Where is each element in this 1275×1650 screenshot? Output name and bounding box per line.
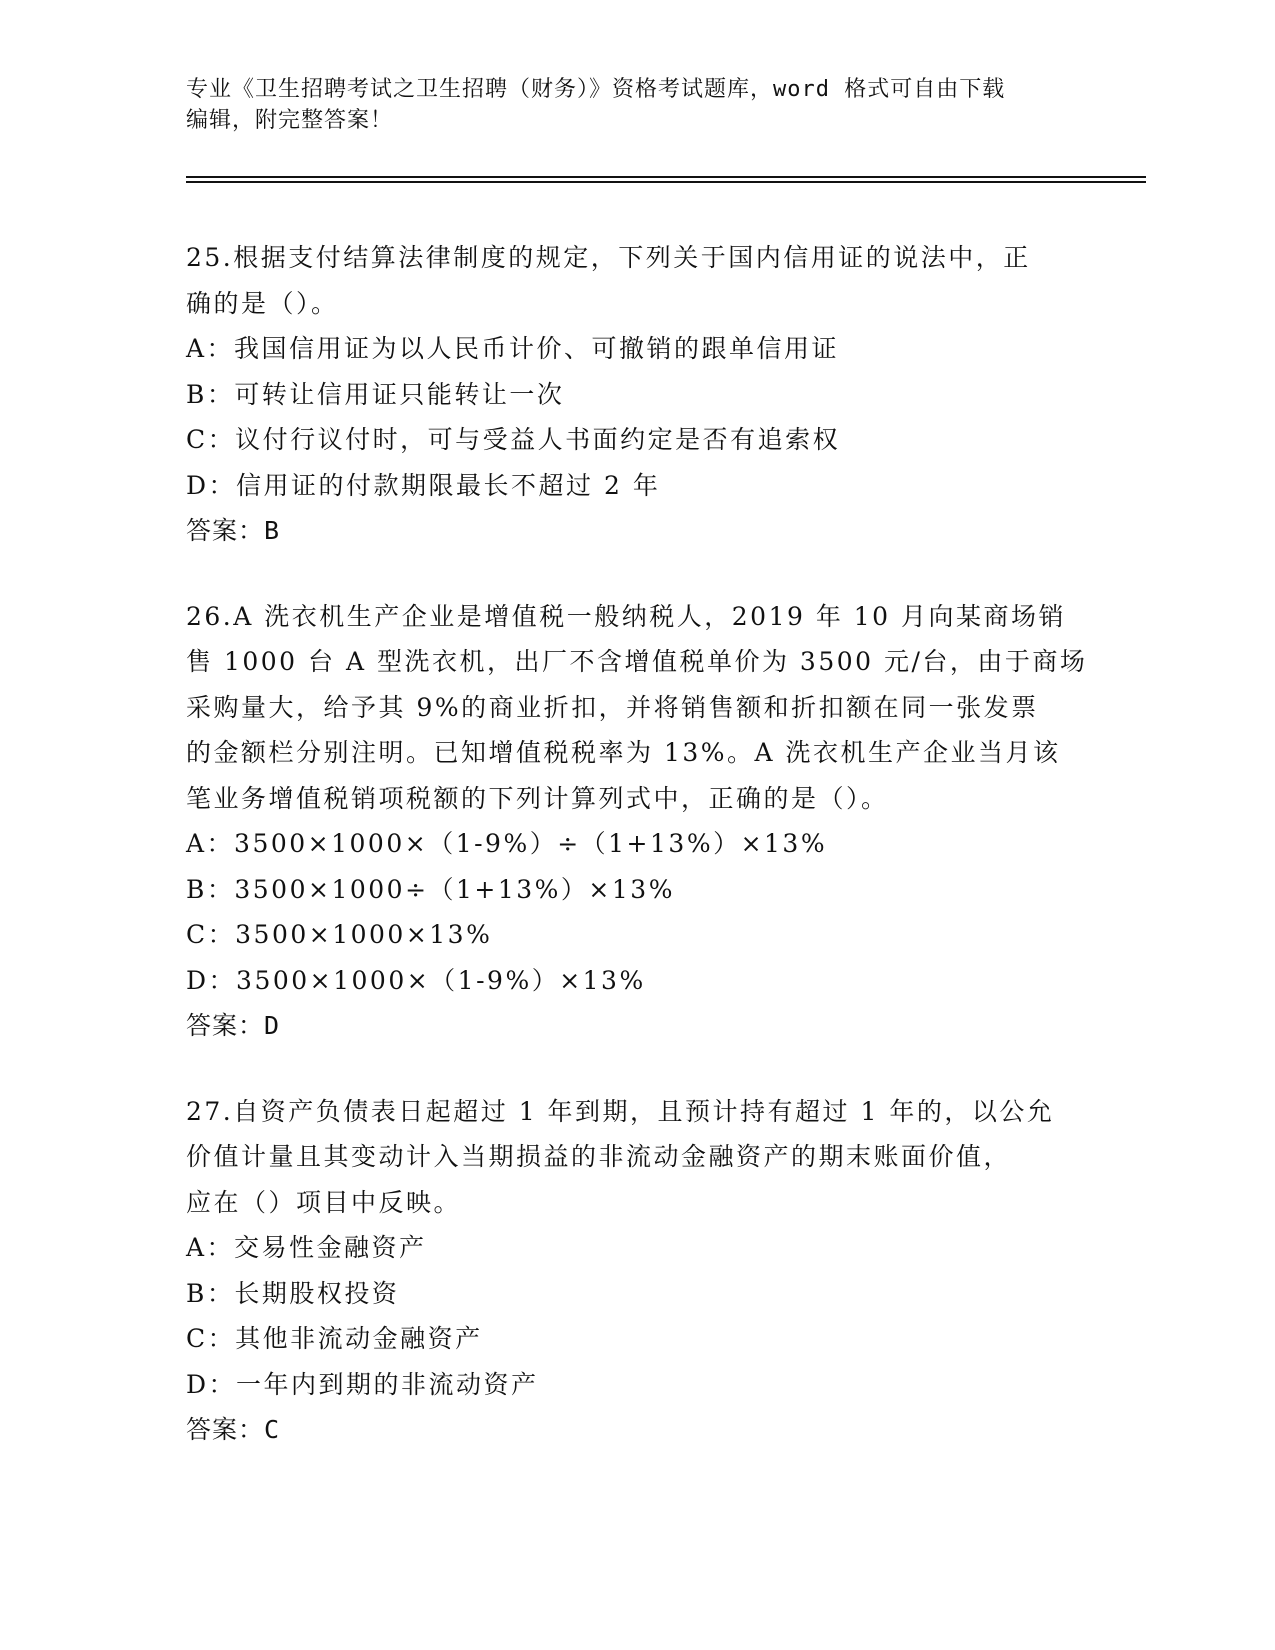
option-c: C：3500×1000×13% [186, 920, 493, 949]
answer-line: 答案：B [186, 516, 281, 545]
question-stem-line: 笔业务增值税销项税额的下列计算列式中，正确的是（）。 [186, 783, 889, 813]
question-stem-line: 的金额栏分别注明。已知增值税税率为 13%。A 洗衣机生产企业当月该 [186, 738, 1061, 767]
option-a: A：交易性金融资产 [186, 1233, 427, 1262]
answer-line: 答案：D [186, 1011, 281, 1040]
option-a: A：我国信用证为以人民币计价、可撤销的跟单信用证 [186, 334, 840, 363]
question-list [186, 235, 1086, 1493]
header-divider-top [186, 176, 1146, 178]
option-b: B：长期股权投资 [186, 1278, 400, 1308]
header-line-1: 专业《卫生招聘考试之卫生招聘（财务）》资格考试题库，word 格式可自由下载 [186, 77, 1006, 102]
document-header [186, 74, 1086, 136]
question-stem-line: 25.根据支付结算法律制度的规定，下列关于国内信用证的说法中，正 [186, 243, 1031, 272]
option-d: D：一年内到期的非流动资产 [186, 1369, 539, 1399]
question-27 [186, 1089, 1086, 1453]
option-c: C：其他非流动金融资产 [186, 1324, 483, 1353]
question-25 [186, 235, 1086, 554]
option-a: A：3500×1000×（1-9%）÷（1+13%）×13% [186, 829, 828, 858]
question-stem-line: 采购量大，给予其 9%的商业折扣，并将销售额和折扣额在同一张发票 [186, 692, 1039, 722]
question-stem-line: 26.A 洗衣机生产企业是增值税一般纳税人，2019 年 10 月向某商场销 [186, 601, 1067, 631]
option-b: B：可转让信用证只能转让一次 [186, 379, 565, 409]
question-stem-line: 价值计量且其变动计入当期损益的非流动金融资产的期末账面价值， [186, 1142, 1012, 1171]
header-line-2: 编辑，附完整答案！ [186, 108, 394, 133]
question-stem-line: 27.自资产负债表日起超过 1 年到期，且预计持有超过 1 年的，以公允 [186, 1096, 1055, 1126]
option-d: D：3500×1000×（1-9%）×13% [186, 965, 646, 995]
question-26 [186, 594, 1086, 1049]
header-divider-bottom [186, 181, 1146, 183]
question-stem-line: 确的是（）。 [186, 288, 339, 318]
answer-line: 答案：C [186, 1415, 281, 1444]
option-b: B：3500×1000÷（1+13%）×13% [186, 874, 675, 904]
question-stem-line: 应在（）项目中反映。 [186, 1187, 462, 1217]
option-d: D：信用证的付款期限最长不超过 2 年 [186, 470, 661, 500]
question-stem-line: 售 1000 台 A 型洗衣机，出厂不含增值税单价为 3500 元/台，由于商场 [186, 647, 1088, 676]
option-c: C：议付行议付时，可与受益人书面约定是否有追索权 [186, 425, 841, 454]
